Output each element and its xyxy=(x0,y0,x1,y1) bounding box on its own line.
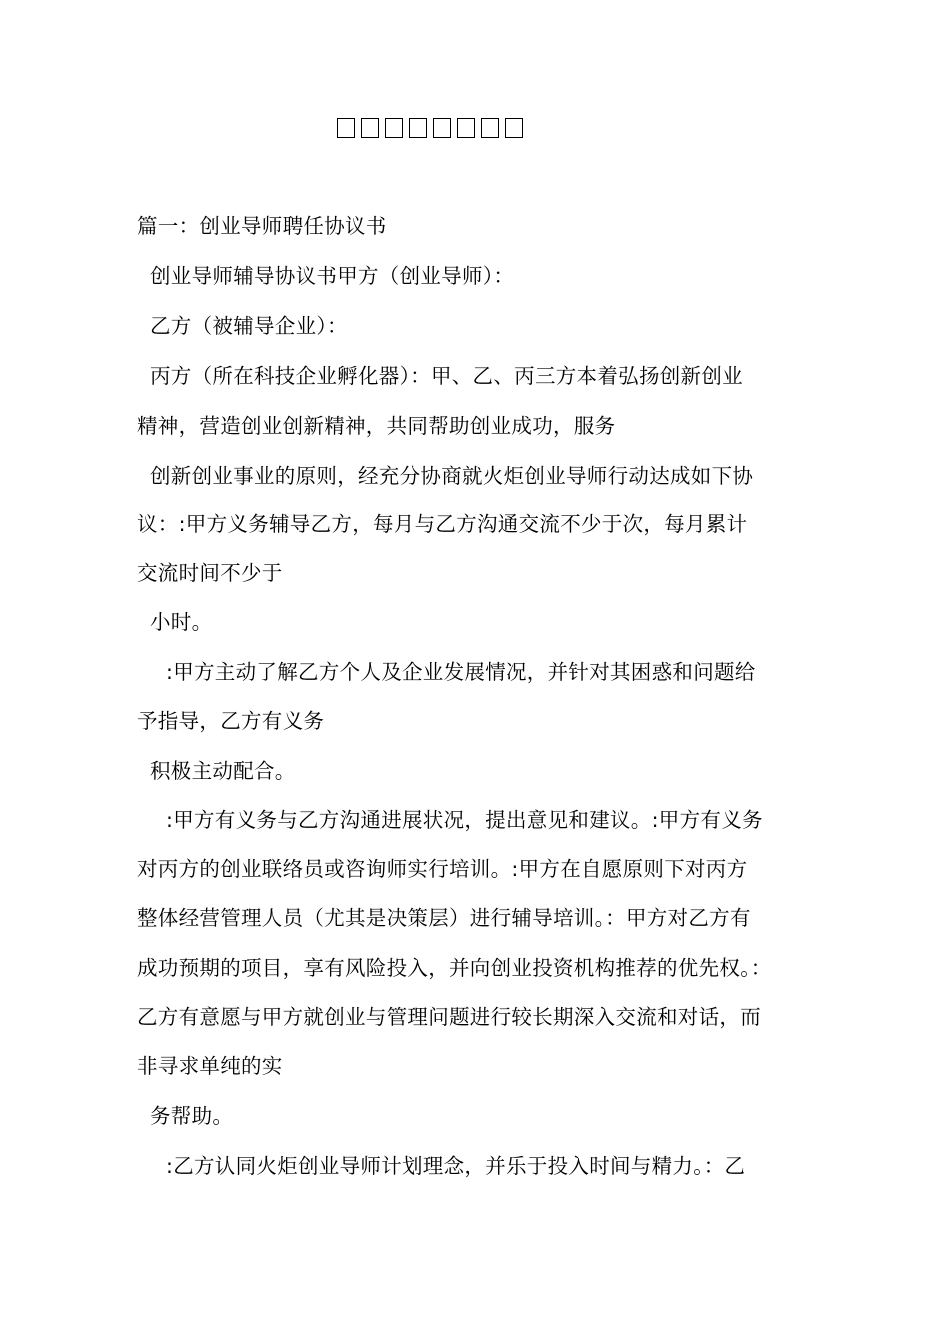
document-title xyxy=(337,114,527,144)
paragraph-line: :乙方认同火炬创业导师计划理念，并乐于投入时间与精力。：乙 xyxy=(166,1154,746,1178)
missing-glyph-box xyxy=(337,118,355,138)
paragraph-line: 整体经营管理人员（尤其是决策层）进行辅导培训。：甲方对乙方有 xyxy=(137,906,751,930)
missing-glyph-box xyxy=(457,118,475,138)
section-heading: 篇一：创业导师聘任协议书 xyxy=(137,214,387,238)
missing-glyph-box xyxy=(433,118,451,138)
missing-glyph-box xyxy=(361,118,379,138)
paragraph-line: 创新创业事业的原则，经充分协商就火炬创业导师行动达成如下协 xyxy=(150,464,754,488)
paragraph-line: :甲方有义务与乙方沟通进展状况，提出意见和建议。:甲方有义务 xyxy=(166,808,763,832)
paragraph-line: 精神，营造创业创新精神，共同帮助创业成功，服务 xyxy=(137,414,616,438)
missing-glyph-box xyxy=(505,118,523,138)
paragraph-line: 积极主动配合。 xyxy=(150,759,296,783)
paragraph-line: 议：:甲方义务辅导乙方，每月与乙方沟通交流不少于次，每月累计 xyxy=(137,512,748,536)
paragraph-line: 交流时间不少于 xyxy=(137,561,283,585)
paragraph-line: 乙方有意愿与甲方就创业与管理问题进行较长期深入交流和对话，而 xyxy=(137,1005,761,1029)
paragraph-line: 小时。 xyxy=(150,610,213,634)
paragraph-line: 乙方（被辅导企业）： xyxy=(150,314,348,338)
missing-glyph-box xyxy=(481,118,499,138)
missing-glyph-box xyxy=(409,118,427,138)
paragraph-line: 成功预期的项目，享有风险投入，并向创业投资机构推荐的优先权。： xyxy=(137,956,772,980)
missing-glyph-box xyxy=(385,118,403,138)
paragraph-line: 务帮助。 xyxy=(150,1104,234,1128)
paragraph-line: 非寻求单纯的实 xyxy=(137,1054,283,1078)
paragraph-line: 对丙方的创业联络员或咨询师实行培训。:甲方在自愿原则下对丙方 xyxy=(137,857,748,881)
paragraph-line: 创业导师辅导协议书甲方（创业导师）： xyxy=(150,264,515,288)
paragraph-line: :甲方主动了解乙方个人及企业发展情况，并针对其困惑和问题给 xyxy=(166,660,756,684)
paragraph-line: 丙方（所在科技企业孵化器）：甲、乙、丙三方本着弘扬创新创业 xyxy=(150,364,743,388)
paragraph-line: 予指导，乙方有义务 xyxy=(137,709,325,733)
